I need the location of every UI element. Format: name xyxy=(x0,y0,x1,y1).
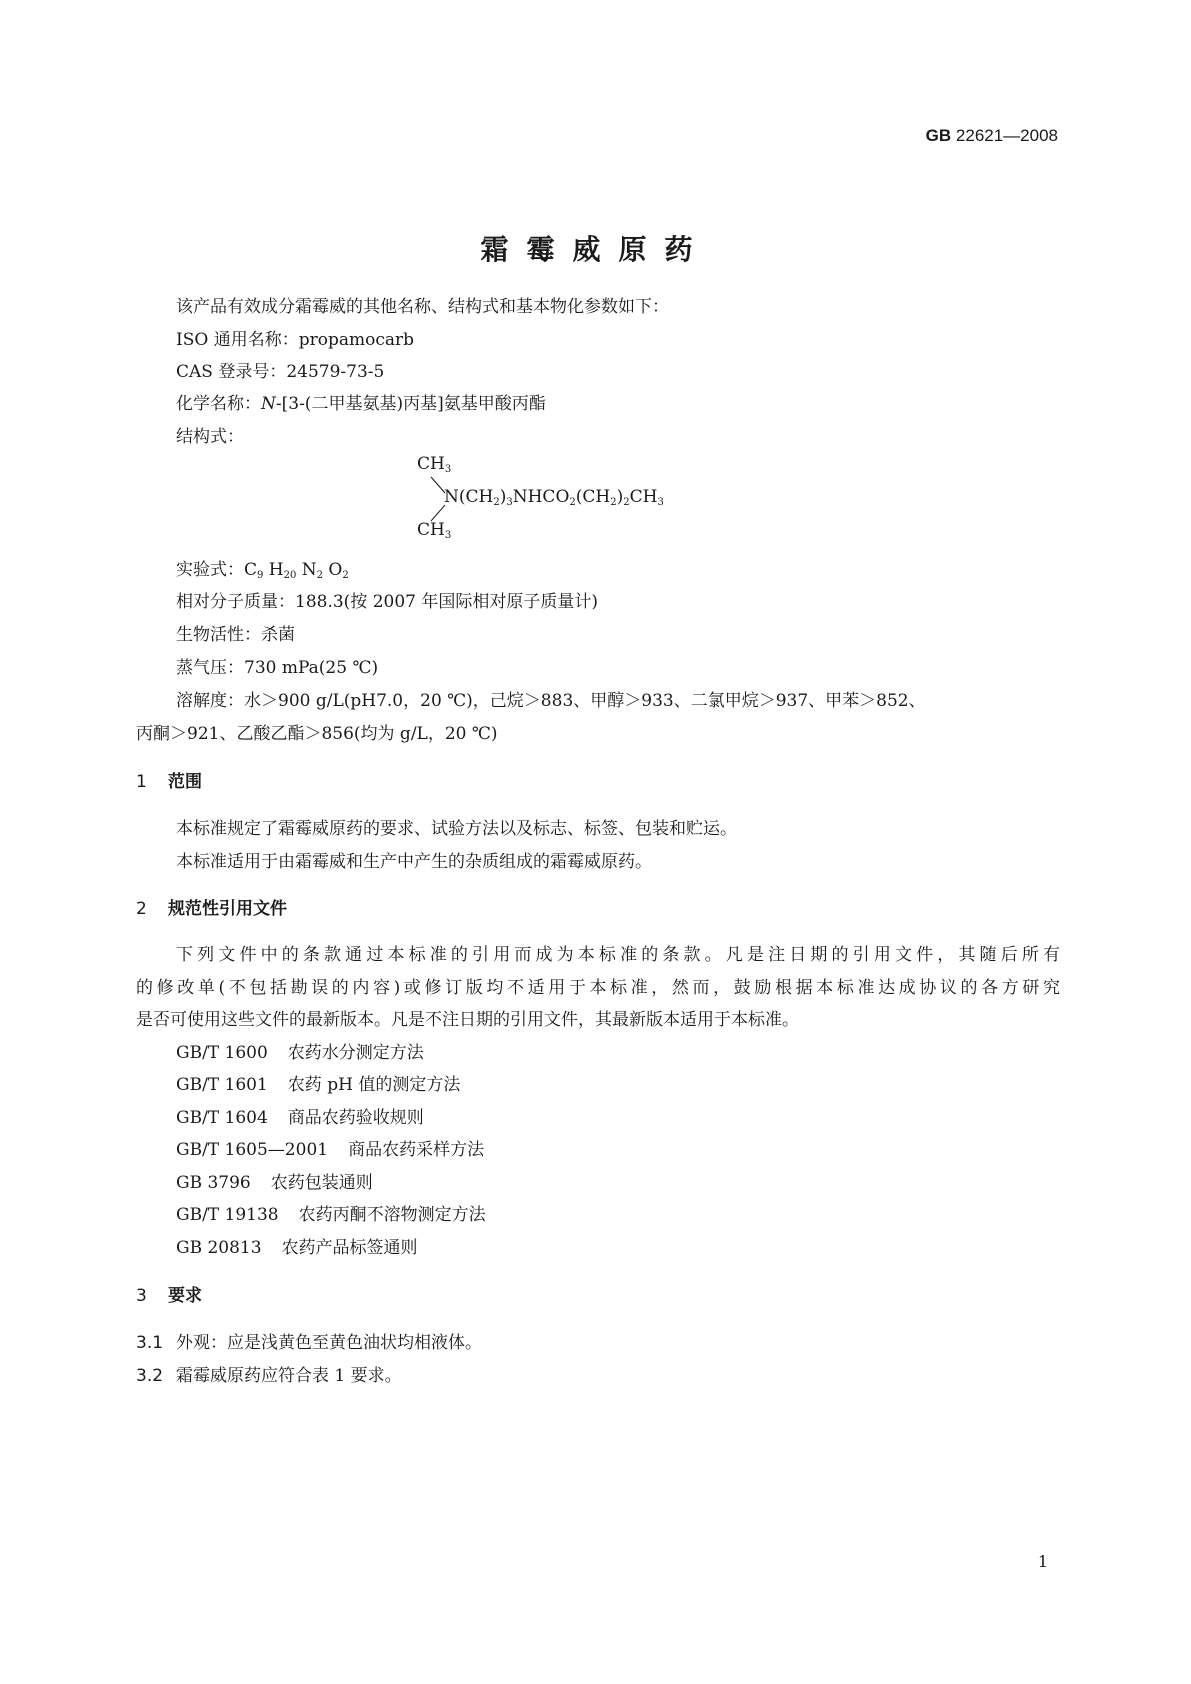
cas-value: 24579-73-5 xyxy=(286,362,385,382)
ef-element: O xyxy=(328,560,343,580)
molecular-mass-label: 相对分子质量： xyxy=(176,592,295,612)
formula-bond-bottom xyxy=(431,505,445,521)
section-2-heading xyxy=(136,894,287,919)
chemical-name-value: -[3-(二甲基氨基)丙基]氨基甲酸丙酯 xyxy=(275,394,546,414)
section-2-para-line-3: 是否可使用这些文件的最新版本。凡是不注日期的引用文件，其最新版本适用于本标准。 xyxy=(136,1010,799,1030)
clause-3-1 xyxy=(136,1328,482,1353)
reference-item xyxy=(176,1135,484,1160)
reference-item xyxy=(176,1070,460,1095)
vapor-pressure-line xyxy=(176,653,378,678)
reference-title: 农药 pH 值的测定方法 xyxy=(287,1075,461,1095)
page-number: 1 xyxy=(1037,1552,1048,1571)
solubility-line-1: 溶解度：水＞900 g/L(pH7.0，20 ℃)，己烷＞883、甲醇＞933、二氯甲烷＞937、甲苯＞852、 xyxy=(176,691,926,711)
cas-label: CAS 登录号： xyxy=(176,362,287,382)
chain-sub: 3 xyxy=(506,497,513,508)
chain-part: NHCO xyxy=(512,487,570,507)
section-3-number: 3 xyxy=(136,1286,147,1306)
chain-sub: 2 xyxy=(493,497,500,508)
reference-title: 商品农药采样方法 xyxy=(348,1140,485,1160)
clause-3-2-number: 3.2 xyxy=(136,1366,164,1386)
molecular-mass-value: 188.3(按 2007 年国际相对原子质量计) xyxy=(295,592,599,612)
chain-part: N(CH xyxy=(444,487,494,507)
chain-part: ) xyxy=(499,487,507,507)
section-2-para-line-1: 下列文件中的条款通过本标准的引用而成为本标准的条款。凡是注日期的引用文件，其随后所有 xyxy=(176,945,1060,965)
reference-item xyxy=(176,1038,424,1063)
reference-code: GB/T 1601 xyxy=(176,1075,268,1095)
reference-code: GB/T 19138 xyxy=(176,1205,279,1225)
formula-top-sub: 3 xyxy=(444,464,452,475)
chemical-name-italic-n: N xyxy=(261,394,276,414)
empirical-formula-line xyxy=(176,555,349,581)
reference-title: 农药产品标签通则 xyxy=(281,1238,418,1258)
formula-top-methyl xyxy=(417,454,451,475)
section-2-title: 规范性引用文件 xyxy=(168,899,287,919)
ef-sub: 9 xyxy=(257,570,264,581)
reference-code: GB 3796 xyxy=(176,1173,251,1193)
clause-3-1-text: 外观：应是浅黄色至黄色油状均相液体。 xyxy=(176,1333,482,1353)
reference-title: 农药水分测定方法 xyxy=(287,1043,424,1063)
document-title: 霜霉威原药 xyxy=(480,233,711,266)
ef-sub: 2 xyxy=(316,570,324,581)
chemical-name-line xyxy=(176,389,546,414)
chain-part: (CH xyxy=(575,487,611,507)
reference-title: 农药丙酮不溶物测定方法 xyxy=(298,1205,486,1225)
clause-3-2 xyxy=(136,1361,402,1386)
chain-sub: 3 xyxy=(657,497,664,508)
section-1-heading xyxy=(136,767,202,792)
ef-sub: 20 xyxy=(283,570,297,581)
chain-sub: 2 xyxy=(610,497,617,508)
section-2-para-line-2: 的修改单(不包括勘误的内容)或修订版均不适用于本标准，然而，鼓励根据本标准达成协议的各方研究 xyxy=(136,978,1060,998)
section-3-heading xyxy=(136,1281,202,1306)
ef-element: C xyxy=(244,560,258,580)
vapor-pressure-label: 蒸气压： xyxy=(176,658,244,678)
section-1-para-2: 本标准适用于由霜霉威和生产中产生的杂质组成的霜霉威原药。 xyxy=(176,852,652,872)
chain-sub: 2 xyxy=(569,497,576,508)
formula-chain xyxy=(444,487,664,508)
section-3-title: 要求 xyxy=(168,1286,202,1306)
formula-top-ch: CH xyxy=(417,454,445,474)
reference-title: 农药包装通则 xyxy=(270,1173,373,1193)
formula-bottom-methyl xyxy=(417,520,451,541)
iso-name-value: propamocarb xyxy=(298,330,414,350)
vapor-pressure-value: 730 mPa(25 ℃) xyxy=(244,658,379,678)
reference-item xyxy=(176,1168,373,1193)
chain-sub: 2 xyxy=(623,497,630,508)
section-1-number: 1 xyxy=(136,772,147,792)
ef-sub: 2 xyxy=(342,570,349,581)
ef-element: H xyxy=(268,560,284,580)
reference-item xyxy=(176,1200,486,1225)
clause-3-1-number: 3.1 xyxy=(136,1333,164,1353)
standard-code: 22621—2008 xyxy=(955,126,1058,145)
reference-title: 商品农药验收规则 xyxy=(287,1108,424,1128)
formula-bottom-sub: 3 xyxy=(444,530,452,541)
solubility-line-2: 丙酮＞921、乙酸乙酯＞856(均为 g/L，20 ℃) xyxy=(136,724,498,744)
reference-code: GB/T 1600 xyxy=(176,1043,268,1063)
iso-name-label: ISO 通用名称： xyxy=(176,330,299,350)
chain-part: CH xyxy=(629,487,658,507)
standard-prefix: GB xyxy=(925,126,952,145)
molecular-mass-line xyxy=(176,587,598,612)
bioactivity-label: 生物活性： xyxy=(176,625,261,645)
structure-label: 结构式： xyxy=(176,427,244,447)
ef-element: N xyxy=(301,560,317,580)
section-1-para-1: 本标准规定了霜霉威原药的要求、试验方法以及标志、标签、包装和贮运。 xyxy=(176,819,737,839)
reference-item xyxy=(176,1103,424,1128)
reference-code: GB/T 1604 xyxy=(176,1108,268,1128)
clause-3-2-text: 霜霉威原药应符合表 1 要求。 xyxy=(176,1366,402,1386)
formula-bottom-ch: CH xyxy=(417,520,445,540)
reference-code: GB/T 1605—2001 xyxy=(176,1140,329,1160)
formula-bond-top xyxy=(431,477,445,493)
chemical-name-label: 化学名称： xyxy=(176,394,261,414)
empirical-formula-label: 实验式： xyxy=(176,560,244,580)
reference-item xyxy=(176,1233,418,1258)
cas-line xyxy=(176,357,384,382)
standard-number xyxy=(926,126,1058,146)
section-2-number: 2 xyxy=(136,899,147,919)
chain-part: ) xyxy=(616,487,624,507)
reference-code: GB 20813 xyxy=(176,1238,262,1258)
intro-lead: 该产品有效成分霜霉威的其他名称、结构式和基本物化参数如下： xyxy=(176,297,669,317)
iso-name-line xyxy=(176,325,414,350)
section-1-title: 范围 xyxy=(168,772,202,792)
bioactivity-value: 杀菌 xyxy=(261,625,295,645)
bioactivity-line xyxy=(176,620,295,645)
